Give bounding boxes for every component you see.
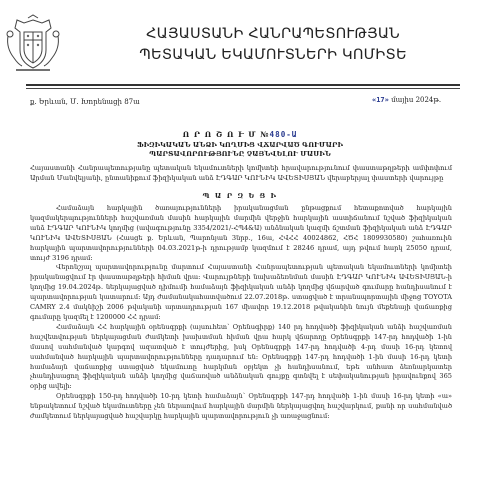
org-line-2: ՊԵՏԱԿԱՆ ԵԿԱՄՈՒՏՆԵՐԻ ԿՈՄԻՏԵ xyxy=(139,47,407,63)
header-divider-thick xyxy=(26,84,460,86)
order-title xyxy=(0,130,480,139)
armenia-coat-of-arms-icon xyxy=(2,14,64,76)
body-paragraph: Օրենսգրքի 150-րդ հոդվածի 10-րդ կետի համաձայն՝ Օրենսգրքի 147-րդ հոդվածի 1-ին մասի 16-րդ կետի «ա» ենթակետում նշված եկամուտները չեն ներառվում հարկային մարմին ներկայացվող հաշվարկում, քանի որ սահմանված ժամկետում ներկայացված հաշվարկը հարկային պարտավորություն չի առաջացնում։ xyxy=(30,392,452,421)
order-number: 480-Ա xyxy=(269,130,298,139)
organization-name xyxy=(78,24,468,66)
intro-paragraph: Հայաստանի Հանրապետությանը պետական եկամուտների կոմիտեի հրավարությունում փաստաթղթերի ամփոփում Արման Մանվելյանի, ընտանիքում ֆիզիկական անձ ԷԴԳԱՐ ԿՈՒՆԻԿ ԱՎԵՏԻՍՅԱՆ վերաբերյալ փաստերի վարույթը xyxy=(30,164,452,183)
order-subtitle-1: ՖԻԶԻԿԱԿԱՆ ԱՆՁԻ ԿՈՂՄԻՑ ՎՃԱՐՎԱԾ ԳՈՒՄԱՐԻ xyxy=(137,141,343,149)
body-paragraph: Վերոնշյալ պարտավորությունը մարտում Հայաստանի Հանրապետության պետական եկամուտների կոմիտեի իրականացվում էր փաստաթղթերի հիման վրա։ Վարույթների նախաձեռնման մասին ԷԴԳԱՐ ԿՈՒՆԻԿ ԱՎԵՏԻՍՅԱՆ-ի կողմից 19.04.2024թ. ներկայացված դիմումի համաձայն ֆիզիկական անձի կողմից վճարված գումարը հանդիսանում է պարտավորության կատարում։ Այդ ժամանակահատվածում 22.07.2018թ. ստացված է տրանսպորտային միջոց TOYOTA CAMRY 2.4 մակնիշի 2006 թվականի արտադրության 167 միավոր 19.12.2018 թվականին նույն մեքենայի վաճառքից գումարը կազմել է 1200000 ՀՀ դրամ։ xyxy=(30,263,452,321)
body-paragraph: Համաձայն ՀՀ հարկային օրենսգրքի (այսուհետ՝ Օրենսգիրք) 140 րդ հոդվածի ֆիզիկական անձի հաշվառման հաշվետվության ներկայացման ժամկետի խախտման հիման վրա հարկ վճարողը Օրենսգրքի 147-րդ հոդվածի 1-ին մասով սահմանված կարգով ազատված է տույժերից, իսկ Օրենսգրքի 147-րդ հոդվածի 4-րդ մասի 16-րդ կետով սահմանված հարկային պարտավորությունները դադարում են։ Օրենսգրքի 147-րդ հոդվածի 1-ին մասի 16-րդ կետի համաձայն վաճառքից ստացված եկամուտը հարկման օբյեկտ չի հանդիսանում, եթե անհատ ձեռնարկատեր չհանդիսացող ֆիզիկական անձի կողմից վաճառված անձնական գույքը գտնվել է սեփականության իրավունքով 365 օրից ավելի։ xyxy=(30,322,452,391)
body-paragraph: Համաձայն հարկային ծառայությունների իրականացման ընթացքում հետաքոտված հարկային կազմակերպությունների հաշվառման մասին հարկային մարմին վերջին հարկային աստիճանում նշված ֆիզիկական անձ ԷԴԳԱՐ ԿՈՒՆԻԿ կողմից (ավագությունը 3354/2021/-ՀՊ4&Ա) անձնական կազմի ճշտման ֆիզիկական անձ ԷԴԳԱՐ ԿՈՒՆԻԿ ԱՎԵՏԻՍՅԱՆ (Հասցե ք. Երևան, Պարոնյան 3նրբ., 16ա, ՀՎՀՀ 40024862, ՀԾՀ 1809930580) շահառուին հարկային պարտավորությունների 04.03.2021թ-ի դրությամբ կազմում է 28246 դրամ, այդ թվում հարկ 25050 դրամ, տույժ 3196 դրամ։ xyxy=(30,204,452,262)
header-divider-thin xyxy=(26,88,460,89)
date-rest: մայիս 2024թ. xyxy=(388,96,442,104)
section-title: Պ Ա Ր Զ Ե Ց Ի xyxy=(202,192,278,200)
address: ք. Երևան, Մ. Խորենացի 87ա xyxy=(30,98,140,106)
org-line-1: ՀԱՅԱՍՏԱՆԻ ՀԱՆՐԱՊԵՏՈՒԹՅԱՆ xyxy=(146,26,400,42)
order-title-prefix: Ո Ր Ո Շ Ո Ւ Մ № xyxy=(182,130,270,139)
date-handwritten: «17» xyxy=(372,96,389,104)
document-body xyxy=(30,204,452,422)
document-date xyxy=(372,96,441,104)
order-subtitle-2: ՊԱՐՏԱՎՈՐՈՒԹՅՈՒՆԸ ՉԱՅՆՎԵԼՈՒ ՄԱՍԻՆ xyxy=(149,150,331,158)
